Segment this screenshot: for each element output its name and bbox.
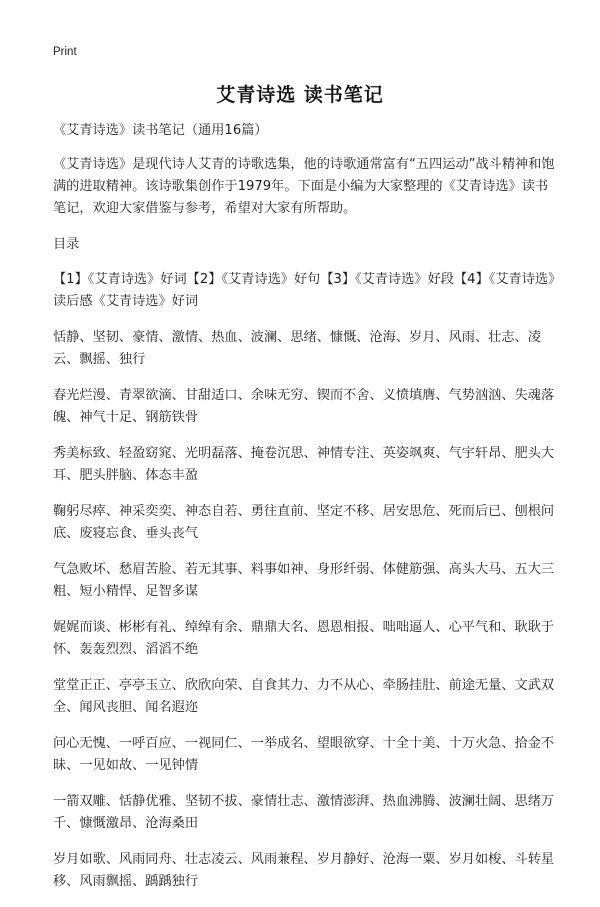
word-group: 堂堂正正、亭亭玉立、欣欣向荣、自食其力、力不从心、牵肠挂肚、前途无量、文武双全、闻风丧胆、闻名遐迩 — [53, 678, 555, 715]
word-group: 恬静、坚韧、豪情、激情、热血、波澜、思绪、慷慨、沧海、岁月、风雨、壮志、凌云、飘摇、独行 — [53, 330, 541, 367]
word-group: 一箭双雕、恬静优雅、坚韧不拔、豪情壮志、激情澎湃、热血沸腾、波澜壮阔、思绪万千、慷慨激昂、沧海桑田 — [53, 794, 555, 831]
word-group: 秀美标致、轻盈窈窕、光明磊落、掩卷沉思、神情专注、英姿飒爽、气宇轩昂、肥头大耳、肥头胖脑、体态丰盈 — [53, 446, 555, 483]
word-group: 鞠躬尽瘁、神采奕奕、神态自若、勇往直前、坚定不移、居安思危、死而后已、刨根问底、废寝忘食、垂头丧气 — [53, 504, 555, 541]
page-title: 艾青诗选 读书笔记 — [216, 84, 384, 106]
word-group: 娓娓而谈、彬彬有礼、绰绰有余、鼎鼎大名、恩恩相报、咄咄逼人、心平气和、耿耿于怀、轰轰烈烈、滔滔不绝 — [53, 620, 555, 657]
word-group: 气急败坏、愁眉苦脸、若无其事、料事如神、身形纤弱、体健筋强、高头大马、五大三粗、短小精悍、足智多谋 — [53, 562, 555, 599]
word-group: 岁月如歌、风雨同舟、壮志凌云、风雨兼程、岁月静好、沧海一粟、岁月如梭、斗转星移、风雨飘摇、踽踽独行 — [53, 852, 555, 889]
word-group: 春光烂漫、青翠欲滴、甘甜适口、余味无穷、锲而不舍、义愤填膺、气势汹汹、失魂落魄、神气十足、钢筋铁骨 — [53, 388, 555, 425]
toc-line: 【1】《艾青诗选》好词【2】《艾青诗选》好句【3】《艾青诗选》好段【4】《艾青诗选》读后感《艾青诗选》好词 — [53, 272, 555, 309]
intro-paragraph: 《艾青诗选》是现代诗人艾青的诗歌选集，他的诗歌通常富有“五四运动”战斗精神和饱满的进取精神。该诗歌集创作于1979年。下面是小编为大家整理的《艾青诗选》读书笔记，欢迎大家借鉴与参考，希望对大家有所帮助。 — [53, 157, 555, 216]
toc-heading: 目录 — [53, 237, 80, 252]
document-subtitle: 《艾青诗选》读书笔记（通用16篇） — [53, 123, 268, 138]
print-link[interactable]: Print — [53, 46, 77, 58]
word-group: 问心无愧、一呼百应、一视同仁、一举成名、望眼欲穿、十全十美、十万火急、拾金不昧、一见如故、一见钟情 — [53, 736, 555, 773]
document-body — [53, 120, 558, 907]
